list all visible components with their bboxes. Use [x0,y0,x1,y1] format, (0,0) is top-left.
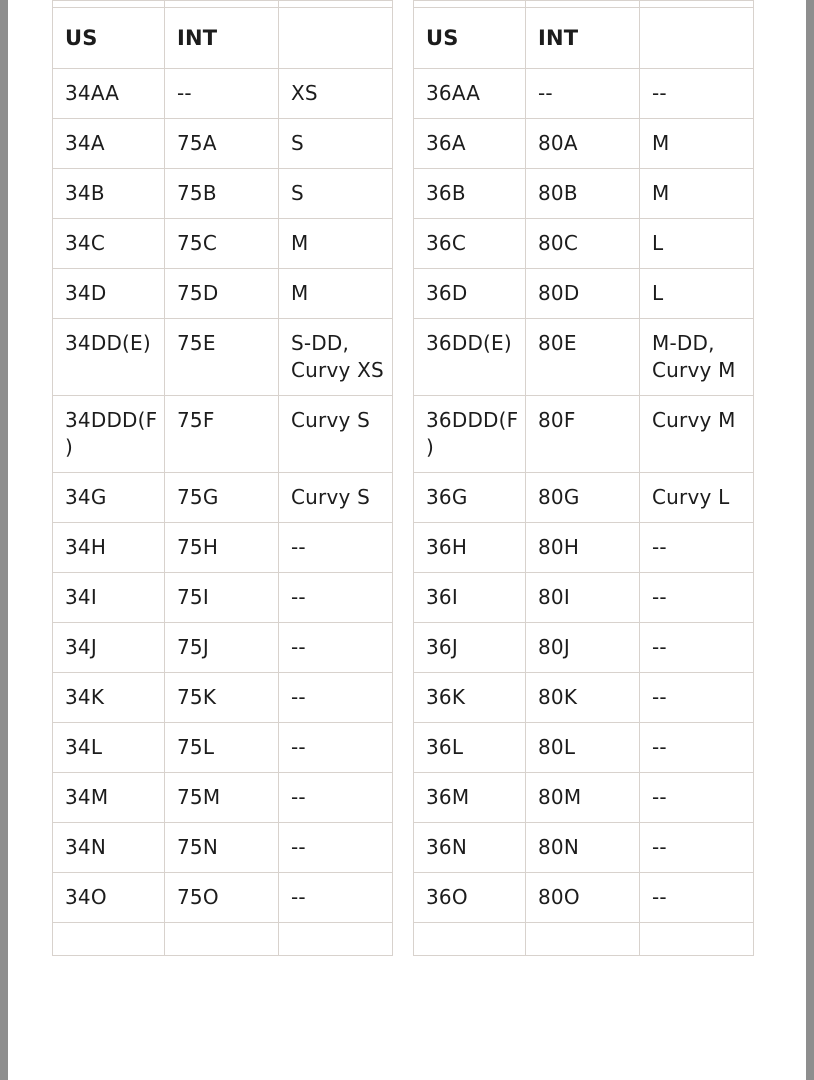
cell-clipped [53,923,165,956]
cell-us: 36O [414,873,526,923]
cell-int: 75E [165,319,279,396]
cell-int: 75C [165,219,279,269]
cell-int: 75M [165,773,279,823]
cell-us: 34I [53,573,165,623]
cell-us: 34DDD(F) [53,396,165,473]
top-stub-cell [279,1,393,8]
cell-us: 36AA [414,69,526,119]
cell-alpha: M [640,169,754,219]
cell-alpha: -- [279,723,393,773]
table-row [53,523,393,573]
cell-us: 36I [414,573,526,623]
cell-alpha: Curvy S [279,396,393,473]
column-header-us: US [53,8,165,69]
page-edge-right [806,0,814,1080]
table-row [53,573,393,623]
top-stub-cell [640,1,754,8]
table-row [414,873,754,923]
table-row [414,69,754,119]
size-table-band-36 [413,0,754,956]
table-row [53,823,393,873]
cell-alpha: -- [640,523,754,573]
cell-us: 36G [414,473,526,523]
cell-us: 36H [414,523,526,573]
cell-us: 36B [414,169,526,219]
cell-alpha: -- [640,823,754,873]
cell-alpha: -- [279,573,393,623]
cell-int: 80N [526,823,640,873]
table-header-row [53,8,393,69]
cell-alpha: -- [640,69,754,119]
cell-alpha: M [640,119,754,169]
cell-alpha: L [640,269,754,319]
table-top-stub-row [414,1,754,8]
cell-int: 80J [526,623,640,673]
cell-us: 36L [414,723,526,773]
column-header-us: US [414,8,526,69]
cell-alpha: L [640,219,754,269]
cell-int: 80H [526,523,640,573]
size-table-band-34 [52,0,393,956]
table-row [53,723,393,773]
table-row [414,573,754,623]
table-row [414,473,754,523]
cell-clipped [165,923,279,956]
column-header-alpha [640,8,754,69]
cell-us: 36K [414,673,526,723]
top-stub-cell [414,1,526,8]
cell-us: 34D [53,269,165,319]
cell-us: 36A [414,119,526,169]
cell-alpha: -- [279,773,393,823]
cell-clipped [279,923,393,956]
cell-us: 34G [53,473,165,523]
cell-alpha: -- [640,623,754,673]
table-row [414,673,754,723]
table-row [414,773,754,823]
cell-us: 34DD(E) [53,319,165,396]
table-row [53,873,393,923]
column-header-int: INT [526,8,640,69]
table-row [414,169,754,219]
cell-int: 80B [526,169,640,219]
top-stub-cell [165,1,279,8]
table-row [414,319,754,396]
table-header-row [414,8,754,69]
cell-int: 75I [165,573,279,623]
cell-int: 75G [165,473,279,523]
cell-alpha: XS [279,69,393,119]
cell-int: 80M [526,773,640,823]
cell-us: 34H [53,523,165,573]
cell-us: 34AA [53,69,165,119]
table-row [53,169,393,219]
table-row-clipped [53,923,393,956]
cell-alpha: M-DD, Curvy M [640,319,754,396]
cell-alpha: -- [279,623,393,673]
cell-alpha: -- [279,823,393,873]
table-row [53,219,393,269]
cell-int: 80A [526,119,640,169]
cell-us: 34N [53,823,165,873]
cell-alpha: -- [640,873,754,923]
table-row [414,523,754,573]
cell-int: 80I [526,573,640,623]
page-content [8,0,806,1080]
cell-int: 75H [165,523,279,573]
cell-clipped [526,923,640,956]
table-row [414,119,754,169]
table-row [53,396,393,473]
table-row [53,473,393,523]
cell-int: -- [165,69,279,119]
table-row-clipped [414,923,754,956]
cell-clipped [640,923,754,956]
cell-int: 80F [526,396,640,473]
cell-us: 36DDD(F) [414,396,526,473]
cell-int: 75F [165,396,279,473]
cell-int: 75O [165,873,279,923]
cell-us: 34B [53,169,165,219]
cell-us: 34A [53,119,165,169]
table-row [53,69,393,119]
top-stub-cell [53,1,165,8]
cell-us: 36D [414,269,526,319]
cell-us: 34C [53,219,165,269]
cell-alpha: -- [279,873,393,923]
cell-int: 80E [526,319,640,396]
cell-alpha: -- [279,673,393,723]
cell-alpha: -- [640,673,754,723]
table-row [414,396,754,473]
table-row [53,319,393,396]
cell-int: 80K [526,673,640,723]
cell-int: 80D [526,269,640,319]
cell-int: 75B [165,169,279,219]
top-stub-cell [526,1,640,8]
cell-us: 34O [53,873,165,923]
cell-us: 36J [414,623,526,673]
cell-us: 36DD(E) [414,319,526,396]
cell-us: 34L [53,723,165,773]
cell-clipped [414,923,526,956]
cell-us: 34J [53,623,165,673]
cell-us: 36C [414,219,526,269]
table-row [53,673,393,723]
cell-int: 80O [526,873,640,923]
cell-alpha: Curvy S [279,473,393,523]
cell-alpha: S [279,169,393,219]
cell-alpha: -- [640,573,754,623]
table-body [53,69,393,956]
cell-alpha: S [279,119,393,169]
table-top-stub-row [53,1,393,8]
cell-int: -- [526,69,640,119]
cell-us: 36M [414,773,526,823]
table-row [53,623,393,673]
cell-int: 75D [165,269,279,319]
cell-us: 36N [414,823,526,873]
cell-alpha: -- [640,723,754,773]
cell-int: 75N [165,823,279,873]
table-row [414,623,754,673]
table-row [414,219,754,269]
cell-int: 80G [526,473,640,523]
cell-int: 75K [165,673,279,723]
cell-alpha: Curvy M [640,396,754,473]
cell-int: 75J [165,623,279,673]
table-row [53,119,393,169]
size-chart-tables [8,0,806,956]
cell-alpha: M [279,219,393,269]
column-header-alpha [279,8,393,69]
page-edge-left [0,0,8,1080]
table-body [414,69,754,956]
cell-us: 34M [53,773,165,823]
cell-int: 75A [165,119,279,169]
cell-alpha: Curvy L [640,473,754,523]
cell-us: 34K [53,673,165,723]
cell-alpha: S-DD, Curvy XS [279,319,393,396]
column-header-int: INT [165,8,279,69]
table-row [414,269,754,319]
cell-int: 80L [526,723,640,773]
table-row [53,773,393,823]
cell-int: 80C [526,219,640,269]
table-row [53,269,393,319]
cell-int: 75L [165,723,279,773]
cell-alpha: -- [279,523,393,573]
table-row [414,823,754,873]
cell-alpha: -- [640,773,754,823]
table-row [414,723,754,773]
cell-alpha: M [279,269,393,319]
